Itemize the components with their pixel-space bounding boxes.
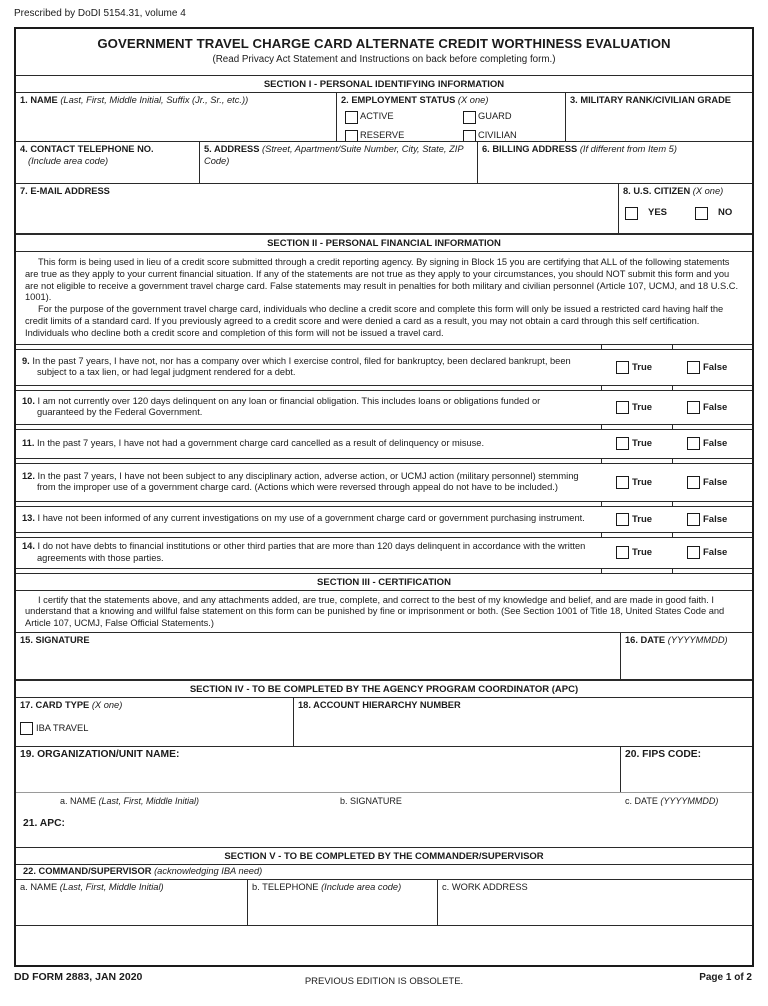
us-citizen-field — [618, 184, 752, 233]
q12-true-checkbox[interactable] — [616, 476, 629, 489]
billing-address-label: 6. BILLING ADDRESS — [482, 144, 578, 154]
account-hierarchy-label: 18. ACCOUNT HIERARCHY NUMBER — [298, 700, 461, 711]
false-label: False — [703, 547, 728, 559]
section4-row2 — [16, 747, 752, 793]
question-12-number: 12. — [22, 470, 35, 481]
question-12-text — [16, 468, 601, 497]
false-label: False — [703, 401, 728, 413]
command-supervisor-hint: (acknowledging IBA need) — [154, 866, 263, 877]
question-14-true — [601, 546, 672, 559]
option-reserve — [345, 130, 463, 142]
signature-field[interactable] — [16, 633, 620, 679]
question-row-13 — [16, 506, 752, 533]
question-9-statement: In the past 7 years, I have not, nor has a company over which I exercise control, filed for bankruptcy, been declared bankrupt, been subject to a tax lien, or had legal judgment rendered for a debt. — [32, 355, 571, 378]
question-10-false — [672, 401, 752, 414]
section4-sublabels — [16, 793, 752, 810]
account-hierarchy-field[interactable] — [293, 698, 752, 746]
iba-travel-label: IBA TRAVEL — [36, 722, 89, 733]
q11-true-checkbox[interactable] — [616, 437, 629, 450]
form-body — [14, 27, 754, 967]
question-row-11 — [16, 429, 752, 459]
form-subtitle: (Read Privacy Act Statement and Instructions on back before completing form.) — [212, 54, 556, 65]
no-label: NO — [718, 207, 733, 219]
false-label: False — [703, 476, 728, 488]
option-civilian — [463, 130, 561, 142]
question-12-false — [672, 476, 752, 489]
apc-label: 21. APC: — [23, 818, 65, 830]
page-indicator: Page 1 of 2 — [699, 972, 752, 983]
date-field[interactable] — [620, 633, 752, 679]
question-row-14 — [16, 537, 752, 569]
question-11-true — [601, 437, 672, 450]
supervisor-telephone-label: b. TELEPHONE — [252, 882, 319, 893]
section1-row1 — [16, 93, 752, 142]
fips-code-field[interactable] — [620, 747, 752, 792]
active-label: ACTIVE — [360, 111, 394, 122]
question-14-number: 14. — [22, 541, 35, 552]
question-13-false — [672, 513, 752, 526]
form-title: GOVERNMENT TRAVEL CHARGE CARD ALTERNATE CREDIT WORTHINESS EVALUATION — [97, 36, 671, 51]
section1-row3 — [16, 184, 752, 234]
question-14-statement: I do not have debts to financial institutions or other third parties that are more than 120 days delinquent in accordance with the written agreements with those parties. — [37, 541, 586, 563]
q13-true-checkbox[interactable] — [616, 513, 629, 526]
question-11-number: 11. — [22, 437, 35, 448]
us-citizen-options — [625, 207, 748, 220]
supervisor-telephone-field[interactable] — [247, 880, 437, 925]
true-label: True — [632, 547, 653, 559]
apc-name-label — [60, 796, 199, 806]
intro-paragraph-2: For the purpose of the government travel charge card, individuals who decline a credit score and complete this form will only be issued a restricted card having half the credit limits of a standard card. If you previously agreed to a credit score and were denied a card as a result, you may not obtain a card through this self certification. Individuals who decline both a credit score and completion of this form will not be issued a travel card. — [25, 304, 724, 338]
question-row-9 — [16, 349, 752, 386]
apc-date-hint: (YYYYMMDD) — [660, 796, 719, 807]
billing-address-field[interactable] — [477, 142, 752, 183]
name-field[interactable] — [16, 93, 336, 141]
organization-field[interactable] — [16, 747, 620, 792]
fips-code-label: 20. FIPS CODE: — [625, 749, 702, 761]
contact-telephone-label: 4. CONTACT TELEPHONE NO. — [20, 144, 154, 154]
email-label: 7. E-MAIL ADDRESS — [20, 186, 110, 196]
question-13-number: 13. — [22, 513, 35, 524]
apc-date-text: c. DATE — [625, 796, 658, 807]
supervisor-name-label: a. NAME — [20, 882, 58, 893]
option-iba-travel — [20, 722, 289, 735]
military-rank-label: 3. MILITARY RANK/CIVILIAN GRADE — [570, 95, 731, 105]
q14-false-checkbox[interactable] — [687, 546, 700, 559]
apc-name-hint: (Last, First, Middle Initial) — [98, 796, 200, 807]
intro-paragraph-1: This form is being used in lieu of a credit score submitted through a credit reporting agency. By signing in Block 15 you are certifying that ALL of the following statements are true as they apply to your current financial situation. If any of the statements are not true as they apply to your circumstances, you should NOT submit this form and you are not eligible to receive a government travel charge card. False statements may result in penalties for both military and civilian personnel (Article 107, UCMJ, and 18 U.S.C. 1001). — [25, 257, 739, 303]
guard-label: GUARD — [478, 111, 512, 122]
question-row-12 — [16, 463, 752, 502]
q11-false-checkbox[interactable] — [687, 437, 700, 450]
question-10-number: 10. — [22, 395, 35, 406]
question-9-number: 9. — [22, 355, 30, 366]
signature-label: 15. SIGNATURE — [20, 635, 90, 646]
employment-status-label: 2. EMPLOYMENT STATUS — [341, 95, 456, 105]
supervisor-name-field[interactable] — [16, 880, 247, 925]
reserve-label: RESERVE — [360, 130, 405, 141]
name-label: 1. NAME — [20, 95, 58, 105]
name-hint: (Last, First, Middle Initial, Suffix (Jr., Sr., etc.)) — [60, 95, 249, 105]
citizen-yes-checkbox[interactable] — [625, 207, 638, 220]
question-9-true — [601, 361, 672, 374]
supervisor-name-hint: (Last, First, Middle Initial) — [59, 882, 164, 893]
q12-false-checkbox[interactable] — [687, 476, 700, 489]
billing-address-hint: (If different from Item 5) — [579, 144, 677, 154]
q14-true-checkbox[interactable] — [616, 546, 629, 559]
question-11-text — [16, 435, 601, 453]
section1-row2 — [16, 142, 752, 184]
military-rank-field[interactable] — [565, 93, 752, 141]
question-13-statement: I have not been informed of any current investigations on my use of a government charge card or government purchasing instrument. — [37, 513, 585, 524]
date-hint: (YYYYMMDD) — [667, 635, 728, 646]
supervisor-telephone-hint: (Include area code) — [321, 882, 402, 893]
yes-label: YES — [648, 207, 668, 219]
form-number: DD FORM 2883, JAN 2020 — [14, 971, 143, 983]
supervisor-work-address-field[interactable] — [437, 880, 752, 925]
q10-false-checkbox[interactable] — [687, 401, 700, 414]
section4-row1 — [16, 698, 752, 747]
q9-true-checkbox[interactable] — [616, 361, 629, 374]
question-12-statement: In the past 7 years, I have not been subject to any disciplinary action, adverse action, or UCMJ action (military personnel) stemming from the improper use of a government charge card. (Actions which were reversed through appeal do not have to be included.) — [37, 470, 579, 493]
citizen-no-checkbox[interactable] — [695, 207, 708, 220]
us-citizen-label: 8. U.S. CITIZEN — [623, 186, 691, 196]
option-yes — [625, 207, 667, 220]
false-label: False — [703, 438, 728, 450]
option-active — [345, 111, 463, 124]
us-citizen-hint: (X one) — [692, 186, 724, 196]
certification-text — [16, 591, 752, 633]
apc-name-text: a. NAME — [60, 796, 97, 807]
employment-status-hint: (X one) — [457, 95, 489, 105]
q9-false-checkbox[interactable] — [687, 361, 700, 374]
question-14-false — [672, 546, 752, 559]
question-10-text — [16, 393, 601, 422]
contact-telephone-field[interactable] — [16, 142, 199, 183]
address-hint: (Street, Apartment/Suite Number, City, State, ZIP Code) — [204, 144, 464, 166]
section3-header: SECTION III - CERTIFICATION — [16, 573, 752, 591]
false-label: False — [703, 513, 728, 525]
contact-telephone-hint: (Include area code) — [28, 155, 109, 166]
card-type-label: 17. CARD TYPE — [20, 700, 90, 711]
section5-sublabels-row — [16, 880, 752, 926]
question-10-true — [601, 401, 672, 414]
section2-intro — [16, 252, 752, 345]
section5-header: SECTION V - TO BE COMPLETED BY THE COMMANDER/SUPERVISOR — [16, 847, 752, 865]
blank-area — [16, 926, 752, 965]
apc-field[interactable] — [16, 810, 752, 847]
civilian-label: CIVILIAN — [478, 130, 517, 141]
organization-label: 19. ORGANIZATION/UNIT NAME: — [20, 749, 180, 761]
section4-header: SECTION IV - TO BE COMPLETED BY THE AGENCY PROGRAM COORDINATOR (APC) — [16, 680, 752, 698]
apc-date-label — [625, 796, 718, 806]
question-9-false — [672, 361, 752, 374]
question-11-statement: In the past 7 years, I have not had a government charge card cancelled as a result of delinquency or misuse. — [37, 437, 485, 448]
true-label: True — [632, 438, 653, 450]
question-12-true — [601, 476, 672, 489]
question-14-text — [16, 538, 601, 567]
section1-header: SECTION I - PERSONAL IDENTIFYING INFORMATION — [16, 75, 752, 93]
false-label: False — [703, 361, 728, 373]
card-type-field — [16, 698, 293, 746]
certification-paragraph: I certify that the statements above, and any attachments added, are true, complete, and correct to the best of my knowledge and belief, and are made in good faith. I understand that a knowing and willful false statement on this form can be punished by fine or imprisonment or both. (See Section 1001 of Title 18, United States Code and Article 107, UCMJ, False Official Statements.) — [25, 594, 725, 628]
section2-questions — [16, 345, 752, 573]
employment-status-options — [345, 111, 561, 142]
question-9-text — [16, 353, 601, 382]
question-10-statement: I am not currently over 120 days delinquent on any loan or financial obligation. This includes loans or obligations funded or guaranteed by the Federal Government. — [37, 395, 541, 418]
question-13-true — [601, 513, 672, 526]
option-no — [695, 207, 732, 220]
command-supervisor-label: 22. COMMAND/SUPERVISOR — [23, 866, 152, 877]
reserve-checkbox[interactable] — [345, 130, 358, 142]
question-13-text — [16, 510, 601, 528]
question-row-10 — [16, 390, 752, 425]
iba-travel-checkbox[interactable] — [20, 722, 33, 735]
card-type-hint: (X one) — [91, 700, 123, 711]
true-label: True — [632, 513, 653, 525]
option-guard — [463, 111, 561, 124]
question-11-false — [672, 437, 752, 450]
address-field[interactable] — [199, 142, 477, 183]
employment-status-field — [336, 93, 565, 141]
q13-false-checkbox[interactable] — [687, 513, 700, 526]
true-label: True — [632, 361, 653, 373]
address-label: 5. ADDRESS — [204, 144, 260, 154]
true-label: True — [632, 401, 653, 413]
apc-signature-label: b. SIGNATURE — [340, 796, 402, 807]
true-label: True — [632, 476, 653, 488]
command-supervisor-row — [16, 865, 752, 880]
email-field[interactable] — [16, 184, 618, 233]
q10-true-checkbox[interactable] — [616, 401, 629, 414]
civilian-checkbox[interactable] — [463, 130, 476, 142]
active-checkbox[interactable] — [345, 111, 358, 124]
edition-note: PREVIOUS EDITION IS OBSOLETE. — [304, 976, 464, 987]
prescribed-by-note: Prescribed by DoDI 5154.31, volume 4 — [14, 8, 186, 19]
title-block — [16, 29, 752, 75]
guard-checkbox[interactable] — [463, 111, 476, 124]
date-label: 16. DATE — [625, 635, 666, 646]
supervisor-work-address-label: c. WORK ADDRESS — [442, 882, 528, 893]
signature-date-row — [16, 632, 752, 680]
section2-header: SECTION II - PERSONAL FINANCIAL INFORMATION — [16, 234, 752, 252]
